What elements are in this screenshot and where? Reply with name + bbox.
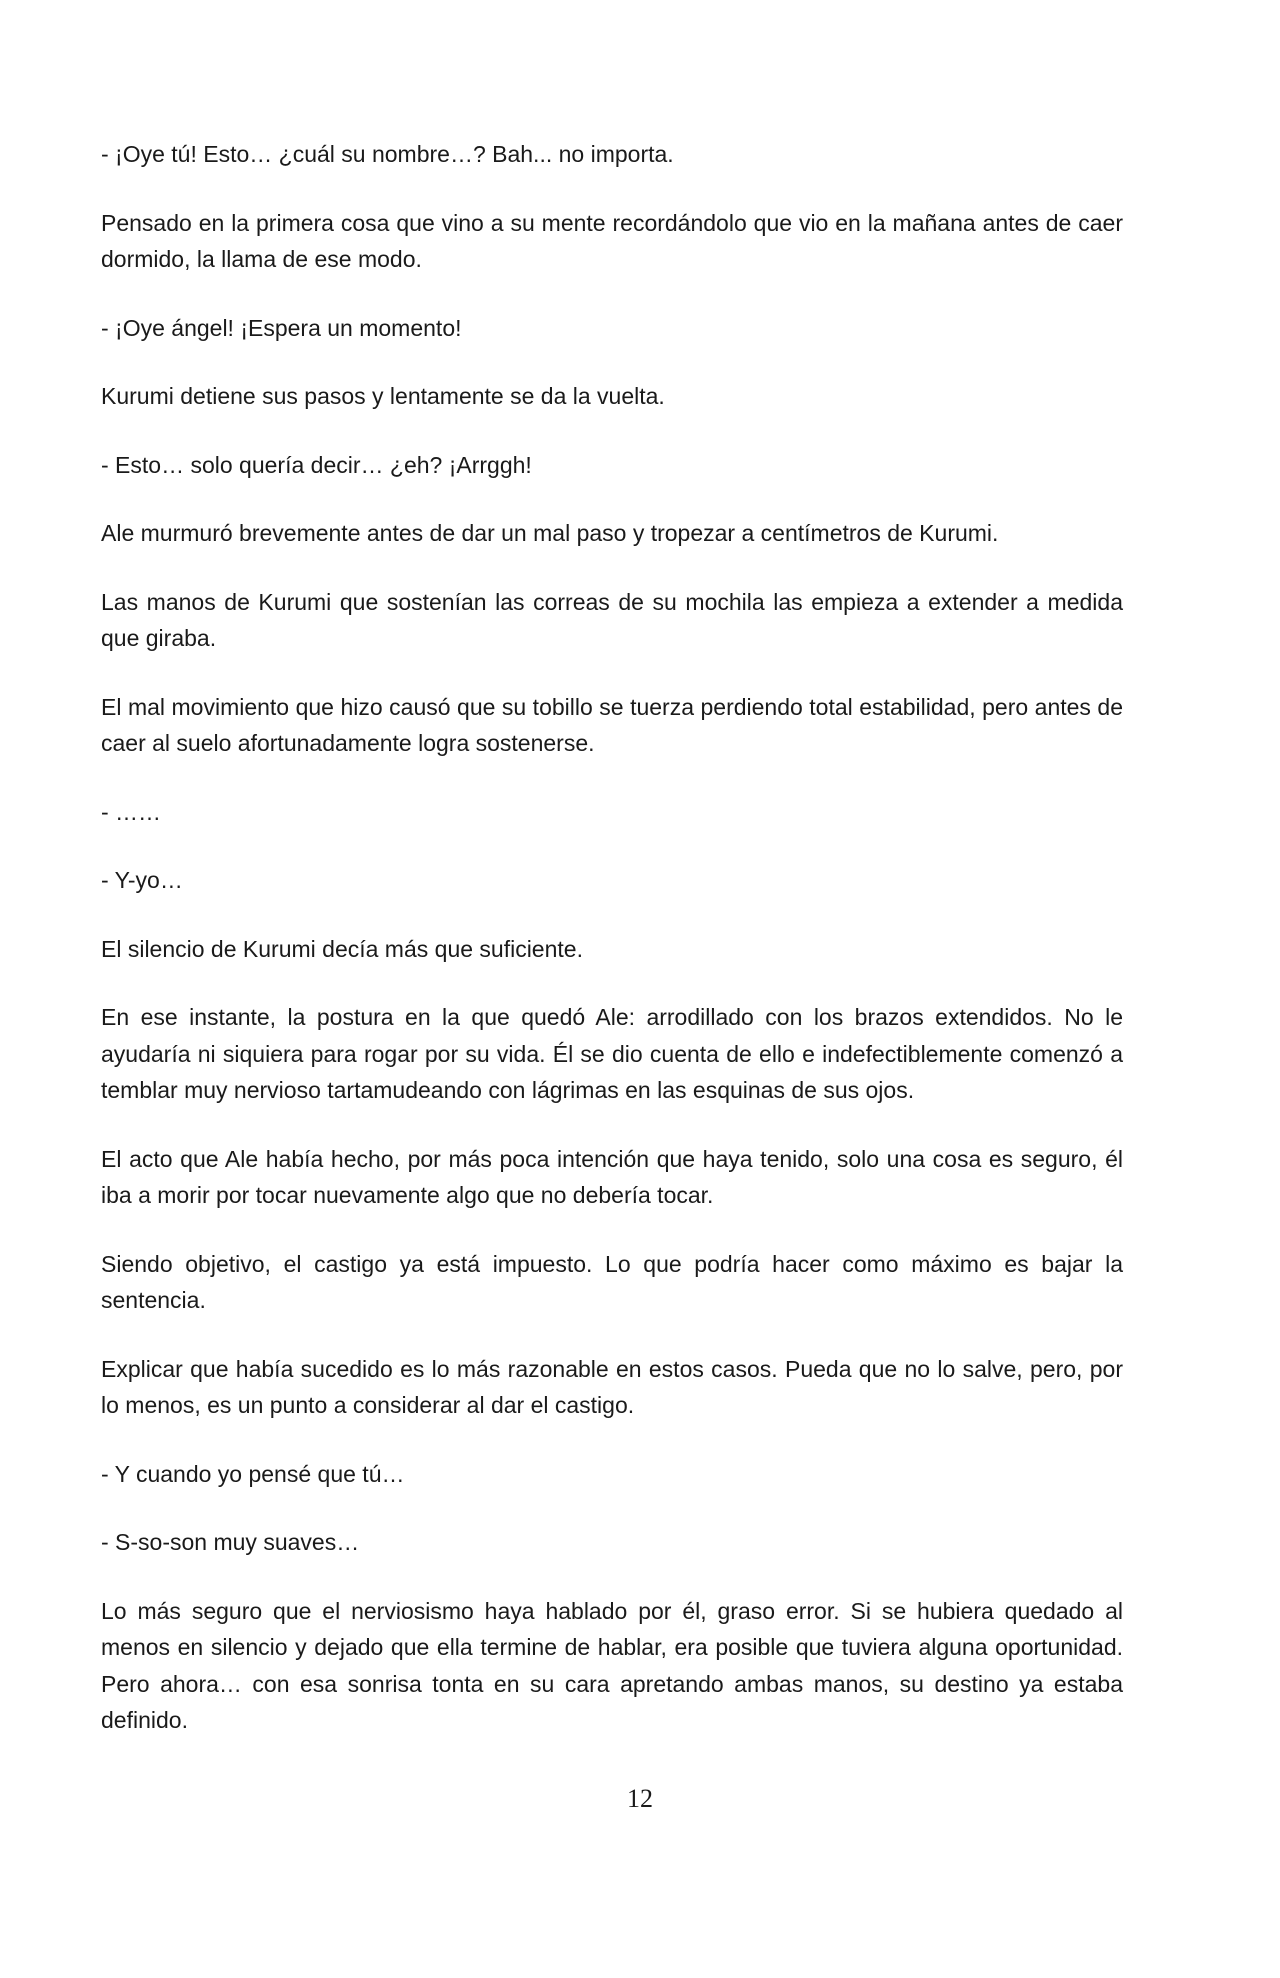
paragraph: - Esto… solo quería decir… ¿eh? ¡Arrggh! xyxy=(101,451,532,478)
page-number: 12 xyxy=(627,1784,653,1813)
body-text xyxy=(101,136,1123,1771)
paragraph: Ale murmuró brevemente antes de dar un mal paso y tropezar a centímetros de Kurumi. xyxy=(101,520,999,546)
paragraph: El acto que Ale había hecho, por más poca intención que haya tenido, solo una cosa es seguro, él iba a morir por tocar nuevamente algo que no debería tocar. xyxy=(101,1145,1123,1208)
paragraph: - ¡Oye ángel! ¡Espera un momento! xyxy=(101,314,462,341)
paragraph: Pensado en la primera cosa que vino a su mente recordándolo que vio en la mañana antes de caer dormido, la llama de ese modo. xyxy=(101,209,1123,272)
paragraph: Lo más seguro que el nerviosismo haya hablado por él, graso error. Si se hubiera quedado al menos en silencio y dejado que ella termine de hablar, era posible que tuviera alguna oportunidad. Pero ahora… con esa sonrisa tonta en su cara apretando ambas manos, su destino ya estaba definido. xyxy=(101,1597,1123,1733)
paragraph: Siendo objetivo, el castigo ya está impuesto. Lo que podría hacer como máximo es bajar la sentencia. xyxy=(101,1250,1123,1313)
paragraph: En ese instante, la postura en la que quedó Ale: arrodillado con los brazos extendidos. No le ayudaría ni siquiera para rogar por su vida. Él se dio cuenta de ello e indefectiblemente comenzó a temblar muy nervioso tartamudeando con lágrimas en las esquinas de sus ojos. xyxy=(101,1004,1123,1103)
paragraph: Las manos de Kurumi que sostenían las correas de su mochila las empieza a extender a medida que giraba. xyxy=(101,588,1123,651)
paragraph: El mal movimiento que hizo causó que su tobillo se tuerza perdiendo total estabilidad, pero antes de caer al suelo afortunadamente logra sostenerse. xyxy=(101,693,1123,756)
paragraph: - Y cuando yo pensé que tú… xyxy=(101,1460,405,1487)
paragraph: - ¡Oye tú! Esto… ¿cuál su nombre…? Bah... no importa. xyxy=(101,141,674,167)
paragraph: Kurumi detiene sus pasos y lentamente se da la vuelta. xyxy=(101,383,665,409)
paragraph: - Y-yo… xyxy=(101,867,183,893)
paragraph: - …… xyxy=(101,798,162,825)
paragraph: Explicar que había sucedido es lo más razonable en estos casos. Pueda que no lo salve, pero, por lo menos, es un punto a considerar al dar el castigo. xyxy=(101,1355,1123,1418)
paragraph: - S-so-son muy suaves… xyxy=(101,1529,360,1555)
paragraph: El silencio de Kurumi decía más que suficiente. xyxy=(101,935,583,962)
